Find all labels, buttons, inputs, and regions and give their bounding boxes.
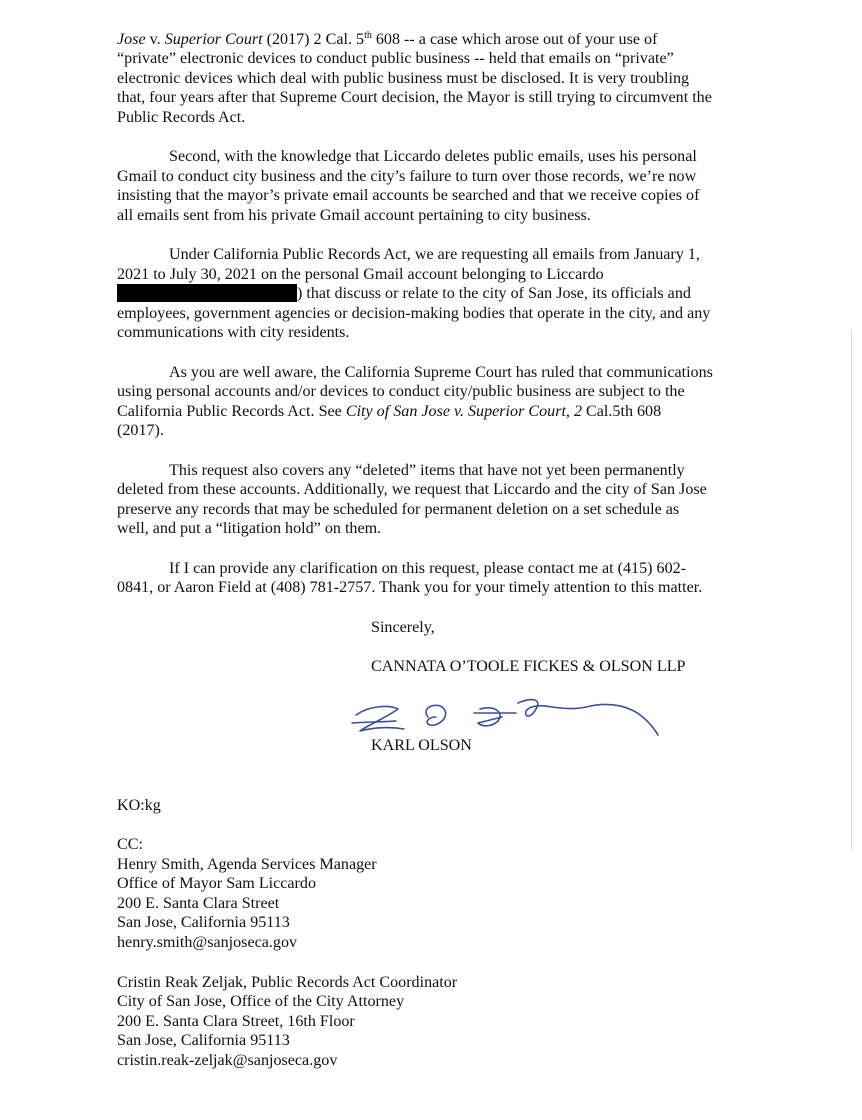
paragraph-5-line-2: deleted from these accounts. Additionally, we request that Liccardo and the city of San Jose xyxy=(117,481,707,498)
paragraph-1-line-3: electronic devices which deal with public business must be disclosed. It is very troubling xyxy=(117,70,690,87)
paragraph-2-line-1: Second, with the knowledge that Liccardo deletes public emails, uses his personal xyxy=(169,148,697,165)
paragraph-4-line-4: (2017). xyxy=(117,422,164,439)
paragraph-3-line-4: employees, government agencies or decision-making bodies that operate in the city, and any xyxy=(117,305,711,322)
cc-recipient-1-email: henry.smith@sanjoseca.gov xyxy=(117,934,298,951)
paragraph-5-line-4: well, and put a “litigation hold” on them. xyxy=(117,520,382,537)
paragraph-1-line-4: that, four years after that Supreme Court decision, the Mayor is still trying to circumvent the xyxy=(117,89,712,106)
redaction-block xyxy=(117,284,297,302)
paragraph-3-line-5: communications with city residents. xyxy=(117,324,350,341)
paragraph-4-line-3-pre: California Public Records Act. See xyxy=(117,403,346,420)
case-versus: v. xyxy=(145,31,165,48)
paragraph-6-line-2: 0841, or Aaron Field at (408) 781-2757. Thank you for your timely attention to this matter. xyxy=(117,579,703,596)
law-firm-name: CANNATA O’TOOLE FICKES & OLSON LLP xyxy=(371,658,686,675)
case-citation: (2017) 2 Cal. 5 xyxy=(262,31,365,48)
cc-recipient-2-street: 200 E. Santa Clara Street, 16th Floor xyxy=(117,1013,355,1030)
typist-initials: KO:kg xyxy=(117,797,161,814)
paragraph-2-line-2: Gmail to conduct city business and the city’s failure to turn over those records, we’re now xyxy=(117,168,697,185)
paragraph-3-line-1: Under California Public Records Act, we are requesting all emails from January 1, xyxy=(169,246,700,263)
paragraph-1-line-5: Public Records Act. xyxy=(117,109,246,126)
paragraph-1-line-1-rest: 608 -- a case which arose out of your use of xyxy=(371,31,658,48)
paragraph-6-line-1: If I can provide any clarification on this request, please contact me at (415) 602- xyxy=(169,560,687,577)
cc-recipient-2-email: cristin.reak-zeljak@sanjoseca.gov xyxy=(117,1052,338,1069)
paragraph-3-line-3-text: ) that discuss or relate to the city of San Jose, its officials and xyxy=(297,285,691,302)
cc-label: CC: xyxy=(117,836,143,853)
signer-name: KARL OLSON xyxy=(371,737,472,754)
paragraph-3-line-3 xyxy=(117,284,691,304)
paragraph-1-line-2: “private” electronic devices to conduct public business -- held that emails on “private” xyxy=(117,50,674,67)
signature-strokes xyxy=(352,700,658,735)
paragraph-4-line-1: As you are well aware, the California Supreme Court has ruled that communications xyxy=(169,364,713,381)
paragraph-2-line-3: insisting that the mayor’s private email accounts be searched and that we receive copies of xyxy=(117,187,700,204)
paragraph-5-line-3: preserve any records that may be scheduled for permanent deletion on a set schedule as xyxy=(117,501,680,518)
case-citation-italic: City of San Jose v. Superior Court, 2 xyxy=(345,403,583,420)
cc-recipient-2-office: City of San Jose, Office of the City Attorney xyxy=(117,993,405,1010)
cc-recipient-1-city: San Jose, California 95113 xyxy=(117,914,290,931)
paragraph-5-line-1: This request also covers any “deleted” items that have not yet been permanently xyxy=(169,462,685,479)
case-name-part-1: Jose xyxy=(117,31,146,48)
paragraph-4-line-2: using personal accounts and/or devices to conduct city/public business are subject to the xyxy=(117,383,685,400)
cc-recipient-2-city: San Jose, California 95113 xyxy=(117,1032,290,1049)
cc-recipient-1-street: 200 E. Santa Clara Street xyxy=(117,895,280,912)
case-name-part-2: Superior Court xyxy=(164,31,263,48)
paragraph-4-line-3 xyxy=(117,402,661,422)
cc-recipient-1-office: Office of Mayor Sam Liccardo xyxy=(117,875,317,892)
closing-salutation: Sincerely, xyxy=(371,619,435,636)
paragraph-1-line-1 xyxy=(117,30,657,50)
cc-recipient-2-name: Cristin Reak Zeljak, Public Records Act Coordinator xyxy=(117,974,458,991)
scan-edge-line xyxy=(851,330,852,850)
paragraph-2-line-4: all emails sent from his private Gmail account pertaining to city business. xyxy=(117,207,591,224)
paragraph-3-line-2: 2021 to July 30, 2021 on the personal Gmail account belonging to Liccardo xyxy=(117,266,604,283)
paragraph-4-line-3-post: Cal.5th 608 xyxy=(582,403,662,420)
citation-superscript: th xyxy=(364,30,372,41)
cc-recipient-1-name: Henry Smith, Agenda Services Manager xyxy=(117,856,377,873)
